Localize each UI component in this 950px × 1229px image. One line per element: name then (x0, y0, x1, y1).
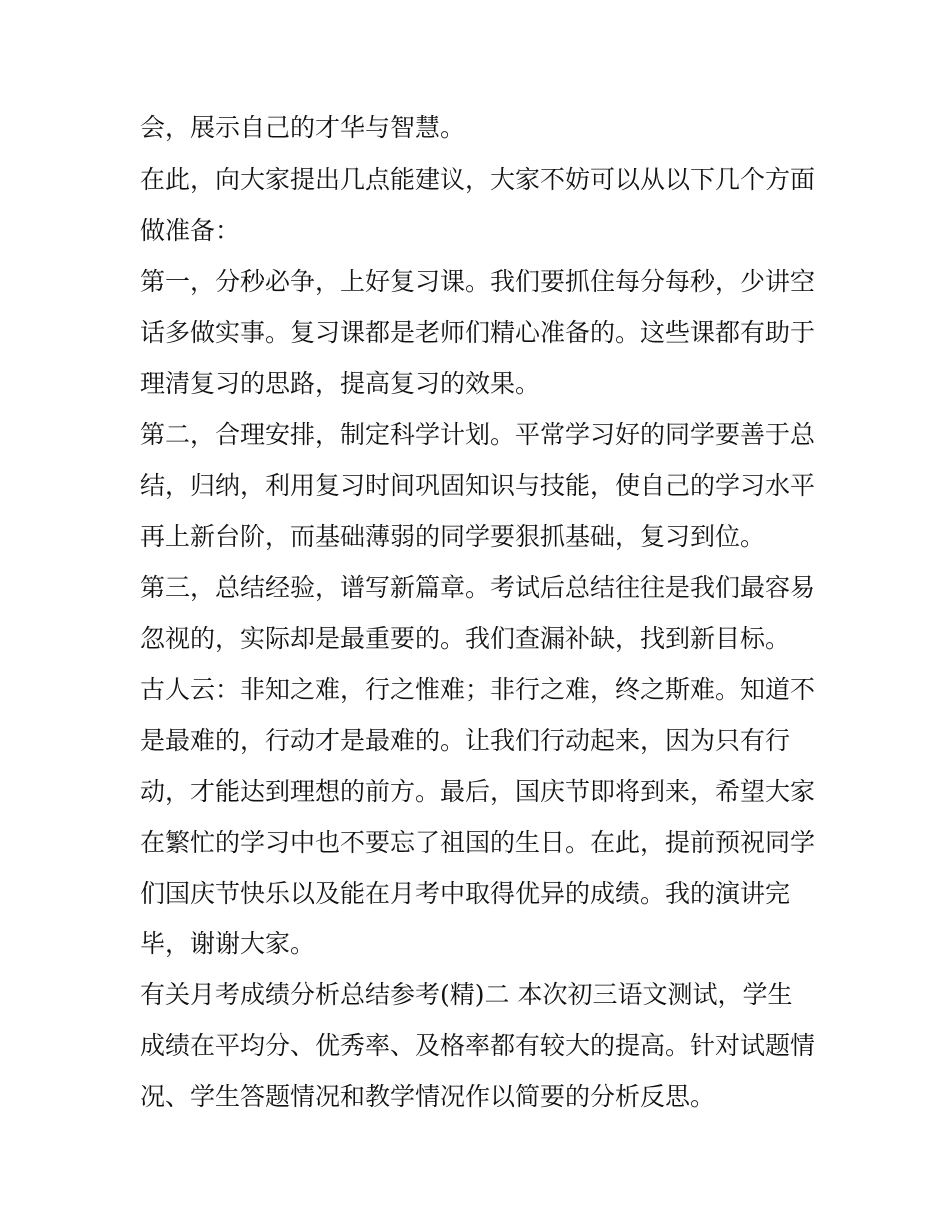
text-line: 成绩在平均分、优秀率、及格率都有较大的提高。针对试题情 (140, 1031, 816, 1060)
text-line: 再上新台阶，而基础薄弱的同学要狠抓基础，复习到位。 (140, 522, 766, 551)
text-line: 会，展示自己的才华与智慧。 (140, 113, 466, 142)
text-line: 话多做实事。复习课都是老师们精心准备的。这些课都有助于 (140, 318, 816, 347)
text-line: 在繁忙的学习中也不要忘了祖国的生日。在此，提前预祝同学 (140, 828, 816, 857)
text-line: 理清复习的思路，提高复习的效果。 (140, 369, 541, 398)
text-line: 们国庆节快乐以及能在月考中取得优异的成绩。我的演讲完 (140, 879, 791, 908)
text-line: 况、学生答题情况和教学情况作以简要的分析反思。 (140, 1082, 716, 1111)
text-line: 毕，谢谢大家。 (140, 929, 316, 958)
text-line: 第二，合理安排，制定科学计划。平常学习好的同学要善于总 (140, 420, 816, 449)
text-line: 古人云：非知之难，行之惟难；非行之难，终之斯难。知道不 (140, 675, 816, 704)
text-line: 有关月考成绩分析总结参考(精)二 本次初三语文测试，学生 (140, 980, 793, 1009)
text-line: 在此，向大家提出几点能建议，大家不妨可以从以下几个方面 (140, 165, 816, 194)
text-line: 结，归纳，利用复习时间巩固知识与技能，使自己的学习水平 (140, 471, 816, 500)
text-line: 忽视的，实际却是最重要的。我们查漏补缺，找到新目标。 (140, 624, 791, 653)
text-line: 是最难的，行动才是最难的。让我们行动起来，因为只有行 (140, 726, 791, 755)
text-line: 动，才能达到理想的前方。最后，国庆节即将到来，希望大家 (140, 777, 816, 806)
text-line: 第三，总结经验，谱写新篇章。考试后总结往往是我们最容易 (140, 573, 816, 602)
text-line: 做准备： (140, 216, 241, 245)
text-line: 第一，分秒必争，上好复习课。我们要抓住每分每秒，少讲空 (140, 267, 816, 296)
